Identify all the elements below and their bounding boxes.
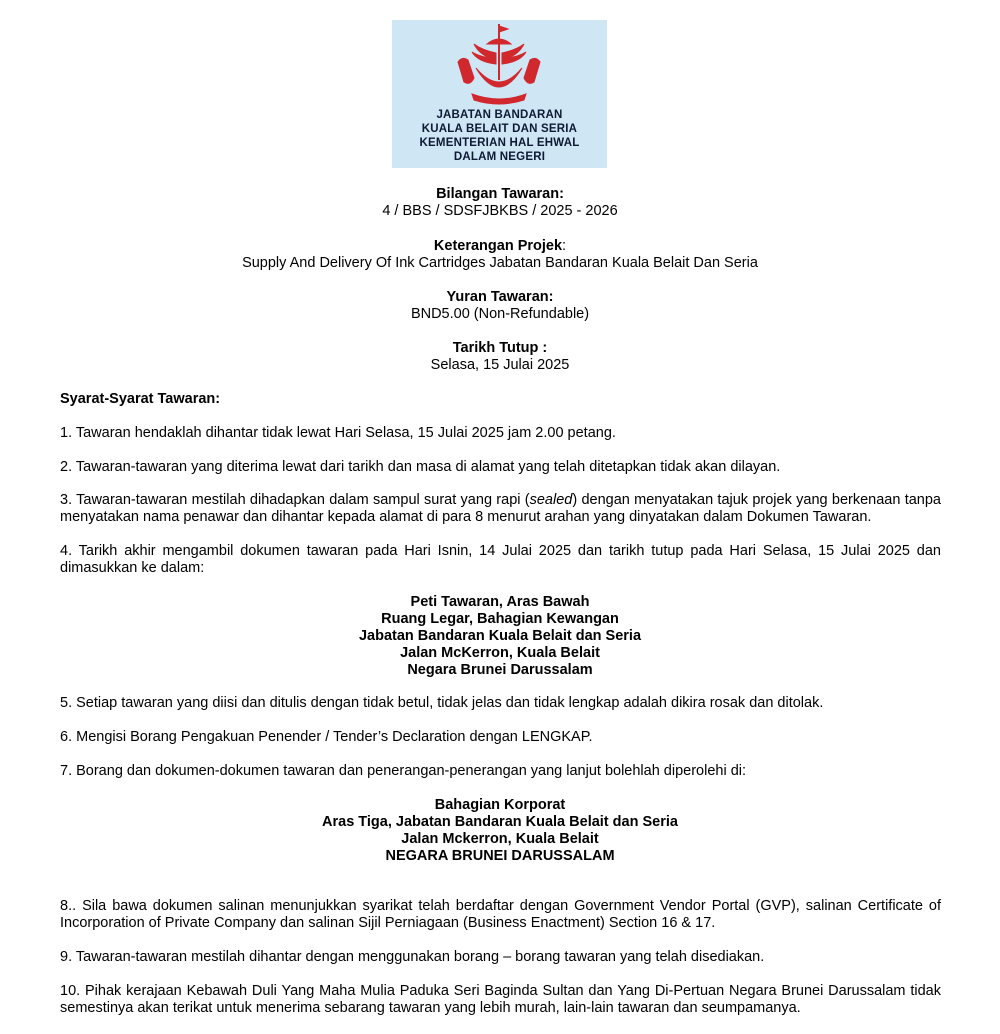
submission-address [0, 594, 1000, 679]
fee-block [0, 289, 1000, 323]
term-7: 7. Borang dan dokumen-dokumen tawaran dan penerangan-penerangan yang lanjut bolehlah diperolehi di: [60, 763, 747, 779]
address-line: Bahagian Korporat [434, 797, 566, 813]
logo-text [392, 108, 607, 164]
term-9: 9. Tawaran-tawaran mestilah dihantar dengan menggunakan borang – borang tawaran yang telah disediakan. [60, 949, 765, 965]
project-description: Supply And Delivery Of Ink Cartridges Jabatan Bandaran Kuala Belait Dan Seria [242, 255, 758, 271]
address-line: Peti Tawaran, Aras Bawah [410, 594, 590, 610]
project-block [0, 238, 1000, 272]
tender-number: 4 / BBS / SDSFJBKBS / 2025 - 2026 [382, 203, 618, 219]
logo-line: JABATAN BANDARAN [436, 109, 563, 121]
logo-line: KEMENTERIAN HAL EHWAL [419, 137, 580, 149]
term-1: 1. Tawaran hendaklah dihantar tidak lewat Hari Selasa, 15 Julai 2025 jam 2.00 petang. [60, 425, 616, 441]
term-8: 8.. Sila bawa dokumen salinan menunjukkan syarikat telah berdaftar dengan Government Vendor Portal (GVP), salinan Certificate of Incorporation of Private Company dan salinan Sijil Perniagaan (Business Enactment) Section 16 & 17. [60, 898, 941, 931]
department-logo [392, 20, 607, 168]
closing-block [0, 340, 1000, 374]
term-2: 2. Tawaran-tawaran yang diterima lewat dari tarikh dan masa di alamat yang telah ditetapkan tidak akan dilayan. [60, 459, 781, 475]
document-address [0, 797, 1000, 865]
address-line: NEGARA BRUNEI DARUSSALAM [385, 848, 615, 864]
term-3-text-end: ) dengan menyatakan tajuk projek yang berkenaan tanpa menyatakan nama penawar dan dihantar kepada alamat di para 8 menurut arahan yang dinyatakan dalam Dokumen Tawaran. [60, 492, 941, 525]
tender-number-label: Bilangan Tawaran: [436, 186, 564, 202]
fee-value: BND5.00 (Non-Refundable) [410, 306, 590, 322]
term-3 [60, 492, 941, 526]
tender-number-block [0, 186, 1000, 220]
brunei-crest-icon [392, 20, 607, 110]
address-line: Jabatan Bandaran Kuala Belait dan Seria [358, 628, 642, 644]
term-10: 10. Pihak kerajaan Kebawah Duli Yang Maha Mulia Paduka Seri Baginda Sultan dan Yang Di-Pertuan Negara Brunei Darussalam tidak semestinya akan terikat untuk menerima sebarang tawaran yang lebih murah, lain-lain tawaran dan seumpamanya. [60, 983, 941, 1016]
term-3-italic: sealed [529, 492, 573, 508]
terms-title: Syarat-Syarat Tawaran: [60, 391, 221, 407]
closing-label: Tarikh Tutup : [452, 340, 548, 356]
term-3-text: 3. Tawaran-tawaran mestilah dihadapkan dalam sampul surat yang rapi ( [60, 492, 530, 508]
logo-line: DALAM NEGERI [453, 151, 546, 163]
address-line: Ruang Legar, Bahagian Kewangan [381, 611, 619, 627]
project-label-colon: : [562, 238, 567, 254]
fee-label: Yuran Tawaran: [446, 289, 554, 305]
logo-line: KUALA BELAIT DAN SERIA [421, 123, 578, 135]
term-6: 6. Mengisi Borang Pengakuan Penender / Tender’s Declaration dengan LENGKAP. [60, 729, 593, 745]
project-label: Keterangan Projek [433, 238, 563, 254]
address-line: Negara Brunei Darussalam [407, 662, 593, 678]
term-5: 5. Setiap tawaran yang diisi dan ditulis dengan tidak betul, tidak jelas dan tidak lengkap adalah dikira rosak dan ditolak. [60, 695, 824, 711]
address-line: Jalan McKerron, Kuala Belait [400, 645, 600, 661]
closing-date: Selasa, 15 Julai 2025 [430, 357, 570, 373]
address-line: Aras Tiga, Jabatan Bandaran Kuala Belait dan Seria [322, 814, 678, 830]
address-line: Jalan Mckerron, Kuala Belait [401, 831, 599, 847]
term-4: 4. Tarikh akhir mengambil dokumen tawaran pada Hari Isnin, 14 Julai 2025 dan tarikh tutup pada Hari Selasa, 15 Julai 2025 dan dimasukkan ke dalam: [60, 543, 941, 576]
